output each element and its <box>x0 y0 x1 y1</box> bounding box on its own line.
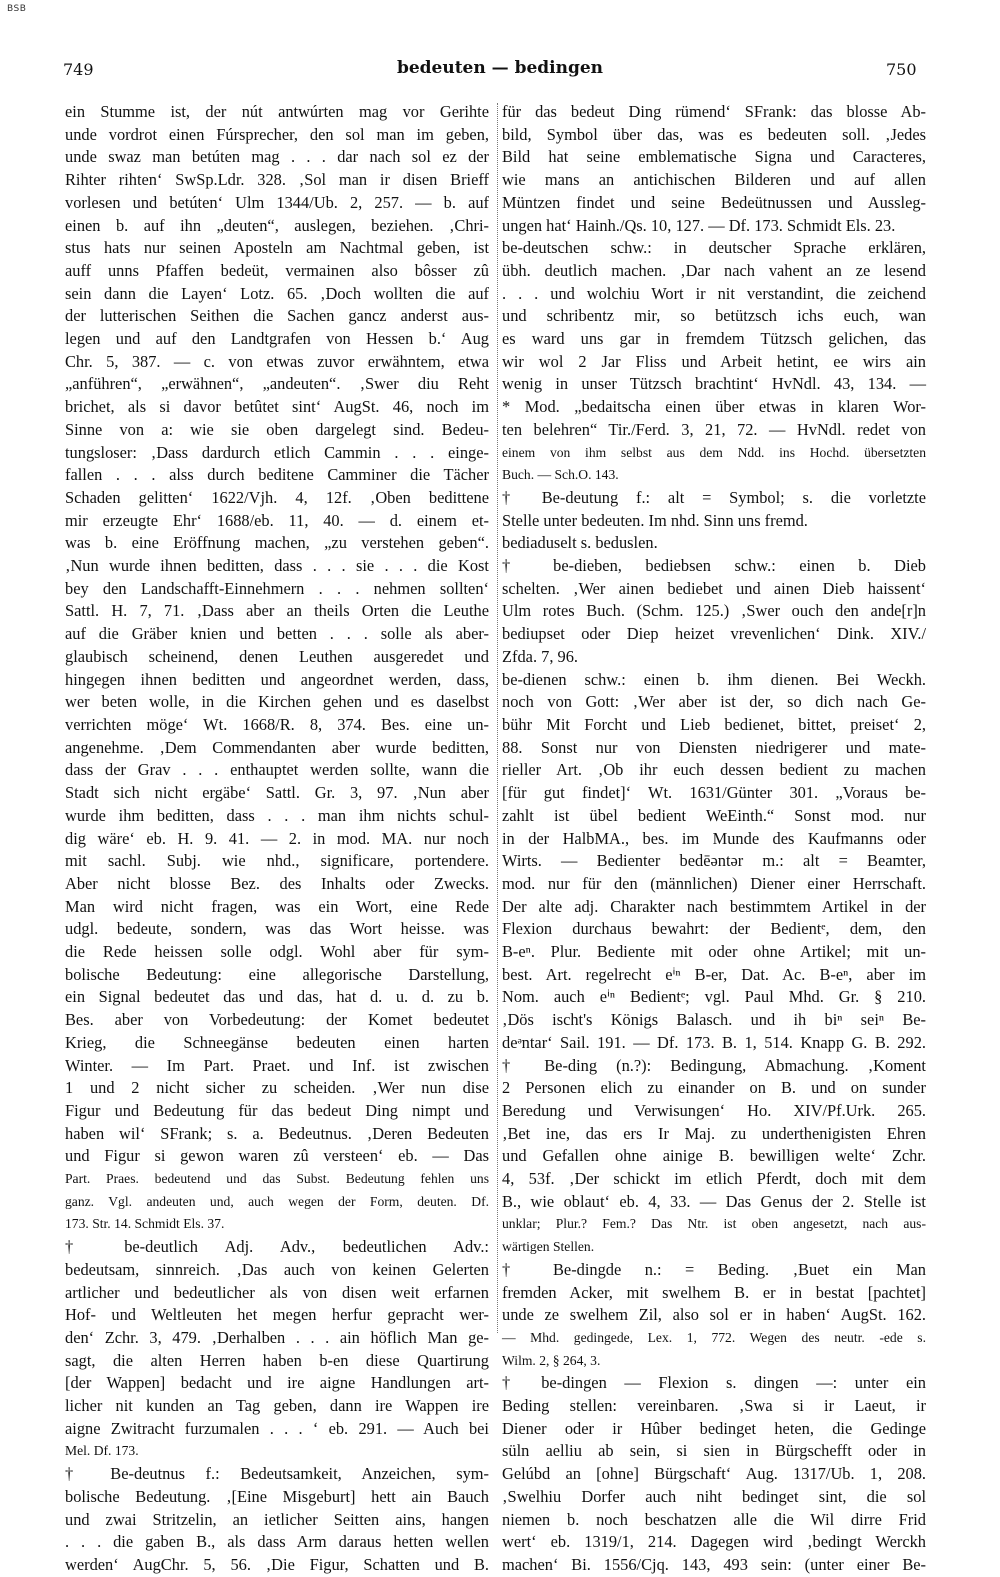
text-line: aigne Zwitracht furzumalen . . . ‘ eb. 291. — Auch bei <box>65 1418 489 1438</box>
text-line: † Be-dingde n.: = Beding. ‚Buet ein Man <box>502 1259 926 1279</box>
text-line: † be-dingen — Flexion s. dingen —: unter ein <box>502 1373 926 1393</box>
text-line: Schaden gelitten‘ 1622/Vjh. 4, 12f. ‚Oben bedittene <box>65 487 489 507</box>
text-line: ‚Dös ischt's Königs Balasch. und ih biⁿ seiⁿ Be- <box>502 1010 926 1030</box>
text-line: 88. Sonst nur von Diensten niedrigerer und mate- <box>502 737 926 757</box>
page-number-left: 749 <box>63 60 94 79</box>
text-line: B-eⁿ. Plur. Bediente mit oder ohne Artikel; mit un- <box>502 942 926 962</box>
text-line: wir wol 2 Jar Fliss und Arbeit hetint, ee wirs ain <box>502 351 926 371</box>
text-line: † Be-ding (n.?): Bedingung, Abmachung. ‚Koment <box>502 1055 926 1075</box>
text-line: mir erzeugte Ehr‘ 1688/eb. 11, 40. — d. einem et- <box>65 510 489 530</box>
text-line: 1 und 2 nicht sicher zu scheiden. ‚Wer nun dise <box>65 1078 489 1098</box>
text-line: niemen b. noch beschatzen alle die Wil dirre Frid <box>502 1509 926 1529</box>
text-line: auf die Gräber knien und betten . . . solle als aber- <box>65 624 489 644</box>
text-line: tungsloser: ‚Dass dardurch etlich Cammin . . . einge- <box>65 442 489 462</box>
text-line: Beding stellen: vereinbaren. ‚Swa si ir Laeut, ir <box>502 1396 926 1416</box>
text-line: Wilm. 2, § 264, 3. <box>502 1352 601 1368</box>
page-number-right: 750 <box>886 60 917 79</box>
text-line: * Mod. „bedaitscha einen über etwas in klaren Wor- <box>502 397 926 417</box>
text-line: die Rede heissen solle odgl. Wohl aber für sym- <box>65 942 489 962</box>
text-line: übh. deutlich machen. ‚Dar nach vahent an ze lesend <box>502 260 926 280</box>
text-line: hingegen ihnen beditten und angeordnet werden, dass, <box>65 669 489 689</box>
text-line: und zwai Stritzelin, an ietlicher Seitten ains, hangen <box>65 1509 489 1529</box>
text-line: [für gut findet]‘ Wt. 1631/Günter 301. „Voraus be- <box>502 783 926 803</box>
text-line: ein Signal bedeutet das und das, hat d. u. d. zu b. <box>65 987 489 1007</box>
text-line: Mel. Df. 173. <box>65 1443 139 1459</box>
text-line: dig wäre‘ eb. H. 9. 41. — 2. in mod. MA. nur noch <box>65 828 489 848</box>
text-line: süln aelliu ab sein, si sien in Bürgschefft oder in <box>502 1441 926 1461</box>
text-line: zahlt ist übel bedient WeEinth.“ Sonst mod. nur <box>502 805 926 825</box>
text-line: Buch. — Sch.O. 143. <box>502 467 619 483</box>
text-line: was b. eine Eröffnung machen, „zu verstehen geben“. <box>65 533 489 553</box>
text-line: sein dann die Layen‘ Lotz. 65. ‚Doch wollten die auf <box>65 283 489 303</box>
text-line: [der Wappen] bedacht und ire aigne Handlungen art- <box>65 1373 489 1393</box>
text-line: verrichten möge‘ Wt. 1668/R. 8, 374. Bes. eine un- <box>65 714 489 734</box>
text-line: es ward uns gar in fremdem Tützsch gelichen, das <box>502 329 926 349</box>
text-line: bedeutsam, sinnreich. ‚Das auch von keinen Gelerten <box>65 1259 489 1279</box>
text-line: Ulm rotes Buch. (Schm. 125.) ‚Swer ouch den ande[r]n <box>502 601 926 621</box>
text-line: Man wird nicht fragen, was ein Wort, eine Rede <box>65 896 489 916</box>
text-line: be-dienen schw.: einen b. ihm dienen. Bei Weckh. <box>502 669 926 689</box>
text-line: Stelle unter bedeuten. Im nhd. Sinn uns fremd. <box>502 510 808 530</box>
text-line: dass der Grav . . . enthauptet werden sollte, wann die <box>65 760 489 780</box>
text-line: wenig in unser Tützsch brachtint‘ HvNdl. 43, 134. — <box>502 374 926 394</box>
text-line: B., wie oblaut‘ eb. 4, 33. — Das Genus der 2. Stelle ist <box>502 1191 926 1211</box>
text-line: einen b. auf ihn „deuten“, auslegen, beziehen. ‚Chri- <box>65 215 489 235</box>
text-line: Part. Praes. bedeutend und das Subst. Bedeutung fehlen uns <box>65 1171 489 1187</box>
text-line: 173. Str. 14. Schmidt Els. 37. <box>65 1216 225 1232</box>
text-line: brichet, als si davor betûtet sint‘ AugSt. 46, noch im <box>65 397 489 417</box>
text-line: bolische Bedeutung. ‚[Eine Misgeburt] hett ain Bauch <box>65 1486 489 1506</box>
right-column <box>502 101 926 1577</box>
text-line: unde ze swelhem Zil, also sol er in haben‘ AugSt. 162. <box>502 1305 926 1325</box>
text-line: fremden Acker, mit swelhem B. er in bestat [pachtet] <box>502 1282 926 1302</box>
text-line: Bild hat seine emblematische Signa und Caracteres, <box>502 147 926 167</box>
text-line: bediaduselt s. beduslen. <box>502 533 658 553</box>
text-line: Stadt sich nicht ergäbe‘ Sattl. Gr. 3, 97. ‚Nun aber <box>65 783 489 803</box>
column-divider <box>497 103 498 1333</box>
text-line: der lutterischen Seithen die Sachen gancz anderst aus- <box>65 306 489 326</box>
text-line: wert‘ eb. 1319/1, 214. Dagegen wird ‚bedingt Werckh <box>502 1532 926 1552</box>
text-line: rieller Art. ‚Ob ihr euch dessen bedient zu machen <box>502 760 926 780</box>
text-line: und Gefallen ohne ainige B. bewilligen welte‘ Zchr. <box>502 1146 926 1166</box>
text-line: Zfda. 7, 96. <box>502 646 579 666</box>
text-line: unde vordrot einen Fúrsprecher, den sol man im geben, <box>65 124 489 144</box>
text-line: wie mans an antichischen Bilderen und auf allen <box>502 170 926 190</box>
text-line: Rihter rihten‘ SwSp.Ldr. 328. ‚Sol man ir disen Brieff <box>65 170 489 190</box>
text-line: Beredung und Verwisungen‘ Ho. XIV/Pf.Urk. 265. <box>502 1100 926 1120</box>
text-line: vorlesen und betúten‘ Ulm 1344/Ub. 2, 257. — b. auf <box>65 192 489 212</box>
text-line: udgl. bedeute, sondern, was das Wort heisse. was <box>65 919 489 939</box>
text-line: werden‘ AugChr. 5, 56. ‚Die Figur, Schatten und B. <box>65 1555 489 1574</box>
text-line: schelten. ‚Wer ainen bediebet und ainen Dieb haissent‘ <box>502 578 926 598</box>
text-line: Wirts. — Bedienter bedēəntər m.: alt = Beamter, <box>502 851 926 871</box>
left-column <box>65 101 489 1577</box>
text-line: einem von ihm selbst aus dem Ndd. ins Hochd. übersetzten <box>502 444 926 460</box>
text-line: ganz. Vgl. andeuten und, auch wegen der Form, deuten. Df. <box>65 1193 489 1209</box>
text-line: Flexion durchaus bewahrt: der Bedientᵉ, dem, den <box>502 919 926 939</box>
text-line: † be-deutlich Adj. Adv., bedeutlichen Adv.: <box>65 1237 489 1257</box>
text-line: ungen hat‘ Hainh./Qs. 10, 127. — Df. 173. Schmidt Els. 23. <box>502 215 896 235</box>
text-line: Nom. auch eⁱⁿ Bedientᵉ; vgl. Paul Mhd. Gr. § 210. <box>502 987 926 1007</box>
text-line: wurde ihm beditten, dass . . . man ihm nichts schul- <box>65 805 489 825</box>
text-line: Sinne von a: wie sie oben dargelegt sind. Bedeu- <box>65 419 489 439</box>
text-line: Bes. aber von Vorbedeutung: der Komet bedeutet <box>65 1010 489 1030</box>
text-line: wer beten wolle, in die Kirchen gehen und es daselbst <box>65 692 489 712</box>
text-line: bolische Bedeutung: eine allegorische Darstellung, <box>65 964 489 984</box>
text-line: Gelúbd an [ohne] Bürgschaft‘ Aug. 1317/Ub. 1, 208. <box>502 1464 926 1484</box>
text-line: ein Stumme ist, der nút antwúrten mag vor Gerihte <box>65 102 489 121</box>
library-mark: BSB <box>7 4 27 14</box>
text-line: † Be-deutnus f.: Bedeutsamkeit, Anzeichen, sym- <box>65 1464 489 1484</box>
text-line: Figur und Bedeutung für das bedeut Ding nimpt und <box>65 1100 489 1120</box>
text-line: sagt, die alten Herren haben b-en diese Quartirung <box>65 1350 489 1370</box>
text-line: machen‘ Bi. 1556/Cjq. 143, 493 sein: (unter einer Be- <box>502 1555 926 1574</box>
text-line: deᵊntar‘ Sail. 191. — Df. 173. B. 1, 514. Knapp G. B. 292. <box>502 1032 926 1052</box>
text-line: Winter. — Im Part. Praet. und Inf. ist zwischen <box>65 1055 489 1075</box>
text-line: Diener oder ir Hûber bedinget heten, die Gedinge <box>502 1418 926 1438</box>
text-line: für das bedeut Ding rümend‘ SFrank: das blosse Ab- <box>502 102 926 121</box>
text-line: angenehme. ‚Dem Commendanten aber wurde beditten, <box>65 737 489 757</box>
text-line: 2 Personen elich zu einander on B. und on sunder <box>502 1078 926 1098</box>
text-line: best. Art. regelrecht eⁱⁿ B-er, Dat. Ac. B-eⁿ, aber im <box>502 964 926 984</box>
text-line: glaubisch scheinend, denen Leuthen ausgeredet und <box>65 646 489 666</box>
text-line: den‘ Zchr. 3, 479. ‚Derhalben . . . ain höflich Man ge- <box>65 1327 489 1347</box>
text-line: bild, Symbol über das, was es bedeuten soll. ‚Jedes <box>502 124 926 144</box>
text-line: Der alte adj. Charakter nach bestimmtem Artikel in der <box>502 896 926 916</box>
text-line: artlicher und bedeutlicher als von disen weit erfarnen <box>65 1282 489 1302</box>
text-line: fallen . . . alss durch beditene Camminer die Tächer <box>65 465 489 485</box>
text-line: bey den Landschafft-Einnehmern . . . nehmen sollten‘ <box>65 578 489 598</box>
text-line: Sattl. H. 7, 71. ‚Dass aber an theils Orten die Leuthe <box>65 601 489 621</box>
text-line: Hof- und Weltleuten het megen herfur gepracht wer- <box>65 1305 489 1325</box>
text-line: 4, 53f. ‚Der schickt im etlich Pferdt, doch mit dem <box>502 1169 926 1189</box>
text-line: . . . die gaben B., als dass Arm daraus hetten wellen <box>65 1532 489 1552</box>
text-line: und Figur si gewon waren zû versteen‘ eb. — Das <box>65 1146 489 1166</box>
text-line: „anführen“, „erwähnen“, „andeuten“. ‚Swer diu Reht <box>65 374 489 394</box>
text-line: ‚Bet ine, das ers Ir Maj. zu underthenigisten Ehren <box>502 1123 926 1143</box>
text-line: † be-dieben, bediebsen schw.: einen b. Dieb <box>502 556 926 576</box>
text-line: Müntzen findet und seine Bedeütnussen und Aussleg- <box>502 192 926 212</box>
text-line: haben wil‘ SFrank; s. a. Bedeutnus. ‚Deren Bedeuten <box>65 1123 489 1143</box>
text-line: mod. nur für den (männlichen) Diener einer Herrschaft. <box>502 873 926 893</box>
text-line: wärtigen Stellen. <box>502 1239 595 1255</box>
text-line: bediupset oder Diep heizet vrevenlichen‘ Dink. XIV./ <box>502 624 926 644</box>
text-line: Aber nicht blosse Bez. des Inhalts oder Zwecks. <box>65 873 489 893</box>
text-line: ten belehren“ Tir./Ferd. 3, 21, 72. — HvNdl. redet von <box>502 419 926 439</box>
text-line: unde swaz man betúten mag . . . dar nach sol ez der <box>65 147 489 167</box>
text-line: be-deutschen schw.: in deutscher Sprache erklären, <box>502 238 926 258</box>
text-line: — Mhd. gedingede, Lex. 1, 772. Wegen des neutr. -ede s. <box>502 1329 926 1345</box>
text-line: bühr Mit Forcht und Lieb bedienet, bittet, preiset‘ 2, <box>502 714 926 734</box>
text-line: stus hats nur seinen Aposteln am Nachtmal geben, ist <box>65 238 489 258</box>
text-line: mit sachl. Subj. wie nhd., significare, portendere. <box>65 851 489 871</box>
text-line: Chr. 5, 387. — c. von etwas zuvor erwähntem, etwa <box>65 351 489 371</box>
text-line: . . . und wolchiu Wort ir nit verstandint, die zeichend <box>502 283 926 303</box>
running-head: bedeuten — bedingen <box>396 58 604 78</box>
text-line: † Be-deutung f.: alt = Symbol; s. die vorletzte <box>502 487 926 507</box>
text-line: ‚Nun wurde ihnen beditten, dass . . . sie . . . die Kost <box>65 556 489 576</box>
text-line: in der HalbMA., bes. im Munde des Kaufmanns oder <box>502 828 926 848</box>
text-line: ‚Swelhiu Dorfer auch niht bedinget sint, die sol <box>502 1486 926 1506</box>
text-line: licher nit kunden an Tag geben, dann ire Wappen ire <box>65 1396 489 1416</box>
text-line: unklar; Plur.? Fem.? Das Ntr. ist oben angesetzt, nach aus- <box>502 1216 926 1232</box>
text-line: noch von Gott: ‚Wer aber ist der, so dich nach Ge- <box>502 692 926 712</box>
text-line: auff unns Pfaffen bedeüt, vermainen also bôsser zû <box>65 260 489 280</box>
text-line: und schribentz mir, so betützsch ichs euch, wan <box>502 306 926 326</box>
text-line: Krieg, die Schneegänse bedeuten einen harten <box>65 1032 489 1052</box>
text-line: legen und auf den Landtgrafen von Hessen b.‘ Aug <box>65 329 489 349</box>
